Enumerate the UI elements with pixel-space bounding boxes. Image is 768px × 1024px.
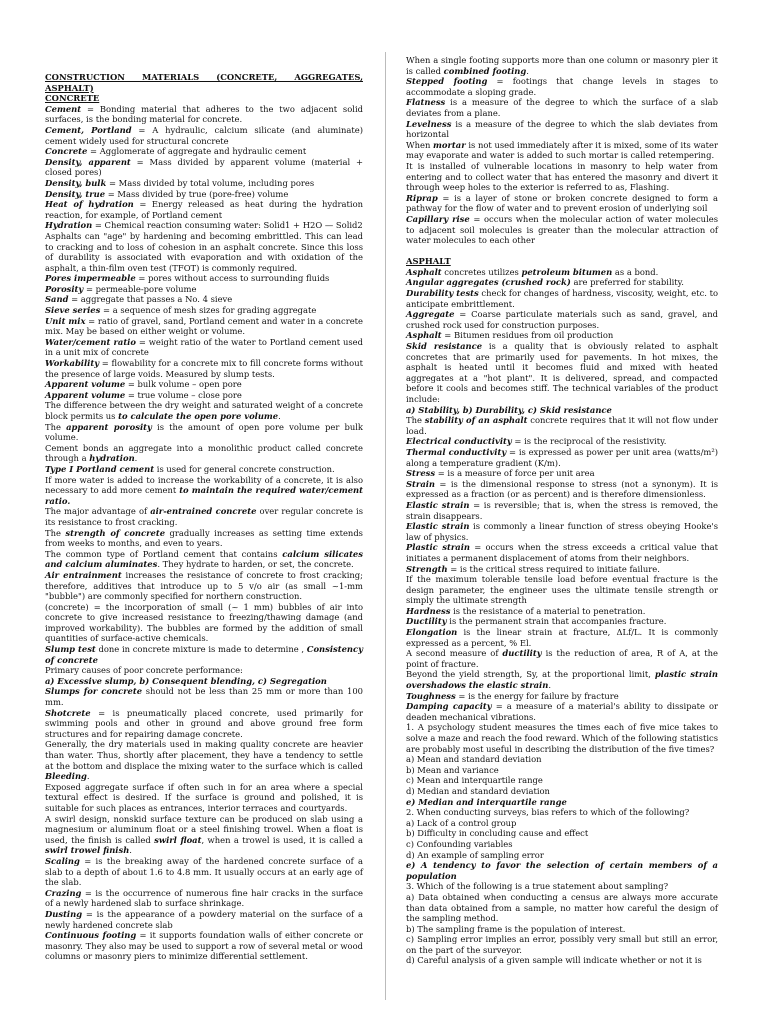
right-heading: e) A tendency to favor the selection of certain members of a population bbox=[406, 860, 718, 881]
right-paragraph bbox=[406, 193, 718, 214]
term-label: Capillary rise bbox=[406, 213, 470, 224]
paragraph-text: 3. Which of the following is a true statement about sampling? bbox=[406, 881, 669, 892]
paragraph-text: The difference between the dry weight and saturated weight of a concrete block permits us bbox=[45, 400, 363, 421]
right-paragraph bbox=[406, 500, 718, 521]
left-paragraph bbox=[45, 549, 363, 570]
paragraph-text: = is pneumatically placed concrete, used primarily for swimming pools and other in ground and above ground free form structures and for repairing damage concrete. bbox=[45, 707, 363, 739]
paragraph-text: A swirl design, nonskid surface texture can be produced on slab using a magnesium or aluminum float or a steel finishing trowel. When a float is used, the finish is called bbox=[45, 813, 363, 845]
paragraph-text: The major advantage of bbox=[45, 506, 151, 517]
term-label: Sand bbox=[45, 294, 69, 305]
term-label: Aggregate bbox=[406, 309, 455, 320]
paragraph-text: = Coarse particulate materials such as sand, gravel, and crushed rock used for construction purposes. bbox=[406, 309, 718, 330]
term-label: Stepped footing bbox=[406, 76, 488, 87]
paragraph-text: = it supports foundation walls of either concrete or masonry. They also may be used to support a row of several metal or wood columns or masonry piers to minimize differential settlement. bbox=[45, 930, 363, 962]
term-label: Heat of hydration bbox=[45, 199, 134, 210]
paragraph-text: = is expressed as power per unit area (watts/m²) along a temperature gradient (K/m). bbox=[406, 446, 718, 468]
left-paragraph bbox=[45, 178, 363, 189]
right-paragraph bbox=[406, 797, 718, 808]
paragraph-text: a) Data obtained when conducting a census are always more accurate than data obtained from a sample, no matter how careful the design of the sampling method. bbox=[406, 891, 718, 924]
right-paragraph bbox=[406, 468, 718, 479]
paragraph-text: . bbox=[134, 453, 138, 464]
left-paragraph bbox=[45, 814, 363, 856]
paragraph-text: is the resistance of a material to penetration. bbox=[450, 605, 646, 616]
left-paragraph bbox=[45, 146, 363, 157]
term-label: Durability tests bbox=[406, 288, 479, 299]
term-label: Apparent volume bbox=[45, 389, 126, 400]
right-heading: a) Stability, b) Durability, c) Skid resistance bbox=[406, 404, 612, 415]
right-paragraph bbox=[406, 140, 718, 161]
paragraph-text: b) The sampling frame is the population of interest. bbox=[406, 923, 626, 934]
right-paragraph bbox=[406, 691, 718, 702]
paragraph-text: = is a layer of stone or broken concrete designed to form a pathway for the flow of water and to prevent erosion of underlying soil bbox=[406, 192, 718, 214]
paragraph-text: concrete requires that it will not flow under load. bbox=[406, 415, 718, 436]
left-paragraph bbox=[45, 379, 363, 390]
paragraph-text: , when a trowel is used, it is called a bbox=[201, 834, 363, 845]
paragraph-text: is commonly a linear function of stress obeying Hooke's law of physics. bbox=[406, 521, 719, 542]
paragraph-text: concretes utilizes bbox=[441, 266, 522, 277]
right-paragraph bbox=[406, 839, 718, 850]
right-paragraph bbox=[406, 246, 718, 257]
column-divider bbox=[385, 52, 386, 1000]
paragraph-text: Asphalts can "age" by hardening and becoming embrittled. This can lead to cracking and to loss of cohesion in an asphalt concrete. Since this loss of durability is associated with evaporation and with oxidation of the asphalt, a thin-film oven test (TFOT) is commonly required. bbox=[45, 230, 363, 273]
paragraph-text: Beyond the yield strength, Sy, at the proportional limit, bbox=[406, 669, 655, 680]
term-label: Density, apparent bbox=[45, 156, 131, 167]
left-paragraph bbox=[45, 189, 363, 200]
term-label: Density, bulk bbox=[45, 177, 107, 188]
left-heading: CONCRETE bbox=[45, 93, 100, 104]
paragraph-text: = Energy released as heat during the hydration reaction, for example, of Portland cement bbox=[45, 199, 364, 220]
term-label: Elastic strain bbox=[406, 499, 470, 510]
emphasis-text: to maintain the required water/cement ratio. bbox=[45, 485, 363, 506]
term-label: Cement, Portland bbox=[45, 124, 132, 135]
term-label: Concrete bbox=[45, 146, 88, 157]
right-paragraph bbox=[406, 55, 718, 76]
paragraph-text: done in concrete mixture is made to determine , bbox=[95, 644, 307, 655]
right-paragraph bbox=[406, 288, 718, 309]
paragraph-text: c) Confounding variables bbox=[406, 838, 513, 849]
term-label: Angular aggregates (crushed rock) bbox=[406, 277, 571, 288]
paragraph-text: . bbox=[278, 411, 281, 421]
right-paragraph bbox=[406, 161, 718, 193]
paragraph-text: = is the breaking away of the hardened concrete surface of a slab to a depth of about 1.6 to 4.8 mm. It usually occurs at an early age of the slab. bbox=[45, 855, 363, 888]
paragraph-text: a) Mean and standard deviation bbox=[406, 754, 542, 765]
right-paragraph bbox=[406, 606, 718, 617]
paragraph-text: = occurs when the molecular action of water molecules to adjacent soil molecules is greater than the molecular attraction of water molecules to each other bbox=[406, 213, 718, 246]
paragraph-text: When bbox=[406, 139, 434, 150]
right-paragraph bbox=[406, 564, 718, 575]
right-paragraph bbox=[406, 309, 718, 330]
paragraph-text: = ratio of gravel, sand, Portland cement and water in a concrete mix. May be based on either weight or volume. bbox=[45, 315, 363, 337]
right-paragraph bbox=[406, 818, 718, 829]
paragraph-text: = a measure of a material's ability to dissipate or deaden mechanical vibrations. bbox=[406, 701, 718, 722]
left-paragraph bbox=[45, 125, 363, 146]
emphasis-text: to calculate the open pore volume bbox=[118, 411, 279, 421]
term-label: Plastic strain bbox=[406, 542, 470, 553]
paragraph-text: b) Difficulty in concluding cause and effect bbox=[406, 828, 589, 839]
left-paragraph bbox=[45, 422, 363, 443]
paragraph-text: is the reduction of area, R of A, at the point of fracture. bbox=[406, 648, 718, 669]
paragraph-text: . bbox=[526, 65, 529, 76]
term-label: Workability bbox=[45, 358, 100, 369]
paragraph-text: = is the energy for failure by fracture bbox=[455, 690, 619, 701]
right-paragraph bbox=[406, 765, 718, 776]
term-label: Strength bbox=[406, 563, 448, 574]
term-label: Unit mix bbox=[45, 315, 86, 326]
right-paragraph bbox=[406, 479, 718, 500]
right-paragraph bbox=[406, 119, 718, 140]
paragraph-text: = pores without access to surrounding fluids bbox=[135, 273, 330, 284]
paragraph-text: It is installed of vulnerable locations in masonry to help water from entering and to collect water that has entered the masonry and divert it through weep holes to the exterior is referred to as, Flashing. bbox=[406, 160, 718, 193]
paragraph-text: = A hydraulic, calcium silicate (and aluminate) cement widely used for structural concrete bbox=[45, 124, 364, 146]
term-label: Skid resistance bbox=[406, 341, 483, 352]
left-heading: a) Excessive slump, b) Consequent blending, c) Segregation bbox=[45, 675, 327, 686]
right-paragraph bbox=[406, 955, 718, 966]
paragraph-text: should not be less than 25 mm or more than 100 mm. bbox=[45, 686, 364, 708]
paragraph-text: If more water is added to increase the workability of a concrete, it is also necessary to add more cement bbox=[45, 474, 363, 496]
right-column bbox=[406, 55, 718, 966]
emphasis-text: strength of concrete bbox=[65, 527, 166, 538]
term-label: Levelness bbox=[406, 118, 452, 129]
paragraph-text: The bbox=[45, 421, 67, 432]
term-label: Density, true bbox=[45, 188, 106, 199]
term-label: Hardness bbox=[406, 605, 451, 616]
paragraph-text: = Bitumen residues from oil production bbox=[441, 330, 614, 341]
term-label: Toughness bbox=[406, 690, 456, 701]
left-paragraph bbox=[45, 475, 363, 507]
left-paragraph bbox=[45, 231, 363, 273]
left-paragraph bbox=[45, 528, 363, 549]
right-paragraph bbox=[406, 415, 718, 436]
emphasis-text: hydration bbox=[89, 453, 135, 464]
paragraph-text: = occurs when the stress exceeds a critical value that initiates a permanent displacement of atoms from their neighbors. bbox=[406, 542, 718, 563]
right-paragraph bbox=[406, 405, 718, 416]
emphasis-text: apparent porosity bbox=[66, 421, 152, 432]
paragraph-text: d) Careful analysis of a given sample will indicate whether or not it is bbox=[406, 955, 702, 966]
paragraph-text: is the linear strain at fracture, ΔLf/L. It is commonly expressed as a percent, % El. bbox=[406, 627, 718, 648]
term-label: Apparent volume bbox=[45, 379, 126, 390]
paragraph-text: . They hydrate to harden, or set, the concrete. bbox=[157, 559, 354, 570]
left-paragraph bbox=[45, 337, 363, 358]
term-label: Damping capacity bbox=[406, 701, 492, 712]
term-label: Type I Portland cement bbox=[45, 463, 155, 474]
term-label: Continuous footing bbox=[45, 930, 137, 941]
left-paragraph bbox=[45, 708, 363, 740]
term-label: Stress bbox=[406, 468, 436, 479]
right-paragraph bbox=[406, 521, 718, 542]
paragraph-text: = weight ratio of the water to Portland cement used in a unit mix of concrete bbox=[45, 336, 363, 358]
paragraph-text: 1. A psychology student measures the times each of five mice takes to solve a maze and reach the food reward. Which of the following statistics are probably most useful in describing the distribution of the five times? bbox=[406, 722, 718, 754]
paragraph-text: are preferred for stability. bbox=[570, 277, 684, 288]
paragraph-text: 2. When conducting surveys, bias refers to which of the following? bbox=[406, 807, 690, 818]
left-paragraph bbox=[45, 390, 363, 401]
emphasis-text: combined footing bbox=[443, 65, 527, 76]
paragraph-text: The bbox=[45, 527, 66, 538]
left-paragraph bbox=[45, 506, 363, 527]
term-label: Pores impermeable bbox=[45, 273, 136, 284]
term-label: Elastic strain bbox=[406, 521, 470, 532]
right-paragraph bbox=[406, 256, 718, 267]
paragraph-text: gradually increases as setting time extends from weeks to months, and even to years. bbox=[45, 527, 363, 549]
paragraph-text: = Agglomerate of aggregate and hydraulic cement bbox=[87, 146, 307, 157]
emphasis-text: calcium silicates and calcium aluminates bbox=[45, 548, 363, 570]
right-paragraph bbox=[406, 341, 718, 405]
term-label: Slumps for concrete bbox=[45, 686, 143, 697]
paragraph-text: = Chemical reaction consuming water: Solid1 + H2O — Solid2 bbox=[92, 220, 363, 231]
paragraph-text: Cement bonds an aggregate into a monolithic product called concrete through a bbox=[45, 442, 363, 464]
right-paragraph bbox=[406, 97, 718, 118]
paragraph-text: = aggregate that passes a No. 4 sieve bbox=[68, 294, 233, 305]
right-paragraph bbox=[406, 436, 718, 447]
right-paragraph bbox=[406, 934, 718, 955]
left-paragraph bbox=[45, 739, 363, 781]
right-paragraph bbox=[406, 616, 718, 627]
emphasis-text: ductility bbox=[502, 648, 542, 659]
term-label: Electrical conductivity bbox=[406, 436, 512, 447]
left-paragraph bbox=[45, 676, 363, 687]
right-paragraph bbox=[406, 574, 718, 606]
paragraph-text: . bbox=[86, 771, 90, 782]
left-paragraph bbox=[45, 199, 363, 220]
left-paragraph bbox=[45, 570, 363, 602]
paragraph-text: d) An example of sampling error bbox=[406, 849, 544, 860]
paragraph-text: is the amount of open pore volume per bulk volume. bbox=[45, 421, 363, 443]
paragraph-text: = is a measure of force per unit area bbox=[435, 468, 595, 479]
right-paragraph bbox=[406, 648, 718, 669]
paragraph-text: b) Mean and variance bbox=[406, 764, 499, 775]
term-label: Porosity bbox=[45, 283, 84, 294]
paragraph-text: = a sequence of mesh sizes for grading aggregate bbox=[100, 305, 317, 316]
paragraph-text: Primary causes of poor concrete performance: bbox=[45, 665, 243, 676]
term-label: Crazing bbox=[45, 887, 82, 898]
paragraph-text: is the permanent strain that accompanies fracture. bbox=[446, 616, 667, 627]
paragraph-text: = flowability for a concrete mix to fill concrete forms without the presence of large voids. Measured by slump tests. bbox=[45, 358, 363, 379]
right-paragraph bbox=[406, 850, 718, 861]
emphasis-text: air-entrained concrete bbox=[150, 506, 257, 517]
left-paragraph bbox=[45, 888, 363, 909]
term-label: Sieve series bbox=[45, 305, 101, 316]
term-label: Ductility bbox=[406, 616, 447, 627]
term-label: Asphalt bbox=[406, 266, 442, 277]
paragraph-text: = is reversible; that is, when the stress is removed, the strain disappears. bbox=[406, 499, 718, 521]
paragraph-text: = Mass divided by total volume, including pores bbox=[106, 177, 315, 188]
left-paragraph bbox=[45, 602, 363, 644]
paragraph-text: check for changes of hardness, viscosity, weight, etc. to anticipate embrittlement. bbox=[406, 288, 718, 309]
left-paragraph bbox=[45, 665, 363, 676]
term-label: Hydration bbox=[45, 220, 93, 231]
left-paragraph bbox=[45, 464, 363, 475]
paragraph-text: over regular concrete is its resistance to frost cracking. bbox=[45, 506, 364, 527]
right-paragraph bbox=[406, 892, 718, 924]
left-paragraph bbox=[45, 856, 363, 888]
paragraph-text: = is the occurrence of numerous fine hair cracks in the surface of a newly hardened slab to surface shrinkage. bbox=[45, 887, 363, 909]
right-paragraph bbox=[406, 786, 718, 797]
emphasis-text: swirl float bbox=[154, 834, 202, 845]
term-label: Cement bbox=[45, 103, 82, 114]
paragraph-text: The bbox=[406, 415, 425, 426]
left-paragraph bbox=[45, 400, 363, 421]
right-paragraph bbox=[406, 669, 718, 690]
right-paragraph bbox=[406, 860, 718, 881]
term-label: Slump test bbox=[45, 644, 96, 655]
term-label: Water/cement ratio bbox=[45, 336, 136, 347]
left-paragraph bbox=[45, 220, 363, 231]
paragraph-text: When a single footing supports more than one column or masonry pier it is called bbox=[406, 55, 718, 76]
right-paragraph bbox=[406, 828, 718, 839]
left-paragraph bbox=[45, 305, 363, 316]
emphasis-text: plastic strain overshadows the elastic strain bbox=[406, 669, 718, 691]
left-paragraph bbox=[45, 284, 363, 295]
paragraph-text: is a measure of the degree to which the surface of a slab deviates from a plane. bbox=[406, 97, 718, 118]
paragraph-text: = is the critical stress required to initiate failure. bbox=[447, 563, 660, 574]
right-paragraph bbox=[406, 701, 718, 722]
paragraph-text: Generally, the dry materials used in making quality concrete are heavier than water. Thus, shortly after placement, they have a tendency to settle at the bottom and displace the mixing water to the surface which is called bbox=[45, 739, 363, 771]
left-paragraph bbox=[45, 294, 363, 305]
paragraph-text: c) Mean and interquartile range bbox=[406, 775, 543, 786]
left-column bbox=[45, 72, 363, 962]
left-paragraph bbox=[45, 909, 363, 930]
term-label: Air entrainment bbox=[45, 569, 122, 580]
right-paragraph bbox=[406, 214, 718, 246]
left-paragraph bbox=[45, 686, 363, 707]
right-paragraph bbox=[406, 754, 718, 765]
paragraph-text: = Mass divided by apparent volume (material + closed pores) bbox=[45, 156, 363, 178]
emphasis-text: mortar bbox=[433, 139, 466, 150]
left-heading: CONSTRUCTION MATERIALS (CONCRETE, AGGREGATES, ASPHALT) bbox=[45, 72, 363, 93]
left-paragraph bbox=[45, 443, 363, 464]
emphasis-text: stability of an asphalt bbox=[424, 415, 528, 426]
right-paragraph bbox=[406, 330, 718, 341]
paragraph-text: = is the appearance of a powdery material on the surface of a newly hardened concrete slab bbox=[45, 908, 363, 930]
left-paragraph bbox=[45, 157, 363, 178]
left-paragraph bbox=[45, 104, 363, 125]
right-paragraph bbox=[406, 924, 718, 935]
term-label: Elongation bbox=[406, 627, 458, 638]
paragraph-text: = footings that change levels in stages to accommodate a sloping grade. bbox=[406, 76, 718, 97]
left-paragraph bbox=[45, 358, 363, 379]
paragraph-text: is used for general concrete construction. bbox=[154, 463, 335, 474]
term-label: Thermal conductivity bbox=[406, 446, 507, 457]
term-label: Strain bbox=[406, 478, 436, 489]
left-paragraph bbox=[45, 93, 363, 104]
right-paragraph bbox=[406, 722, 718, 754]
paragraph-text: c) Sampling error implies an error, possibly very small but still an error, on the part of the surveyor. bbox=[406, 934, 718, 955]
emphasis-text: petroleum bitumen bbox=[521, 266, 613, 277]
right-paragraph bbox=[406, 881, 718, 892]
paragraph-text: = Mass divided by true (pore-free) volume bbox=[105, 188, 289, 199]
emphasis-text: Consistency of concrete bbox=[45, 644, 363, 665]
term-label: Flatness bbox=[406, 97, 446, 108]
right-heading: ASPHALT bbox=[406, 256, 451, 267]
paragraph-text: (concrete) = the incorporation of small (~ 1 mm) bubbles of air into concrete to give increased resistance to freezing/thawing damage (and improved workability). The bubbles are formed by the addition of small quantities of surface-active chemicals. bbox=[45, 601, 363, 644]
right-paragraph bbox=[406, 277, 718, 288]
term-label: Scaling bbox=[45, 855, 80, 866]
right-paragraph bbox=[406, 447, 718, 468]
paragraph-text: A second measure of bbox=[406, 648, 503, 659]
right-paragraph bbox=[406, 627, 718, 648]
right-paragraph bbox=[406, 775, 718, 786]
left-paragraph bbox=[45, 316, 363, 337]
left-paragraph bbox=[45, 782, 363, 814]
right-paragraph bbox=[406, 542, 718, 563]
paragraph-text: If the maximum tolerable tensile load before eventual fracture is the design parameter, the engineer uses the ultimate tensile strength or simply the ultimate strength bbox=[406, 574, 718, 606]
paragraph-text: d) Median and standard deviation bbox=[406, 785, 550, 796]
left-paragraph bbox=[45, 72, 363, 93]
term-label: Dusting bbox=[45, 908, 83, 919]
right-heading: e) Median and interquartile range bbox=[406, 796, 567, 807]
paragraph-text: is a measure of the degree to which the slab deviates from horizontal bbox=[406, 118, 718, 140]
left-paragraph bbox=[45, 644, 363, 665]
paragraph-text: . bbox=[548, 680, 551, 691]
paragraph-text: = permeable-pore volume bbox=[83, 283, 197, 294]
right-paragraph bbox=[406, 267, 718, 278]
paragraph-text: = true volume – close pore bbox=[125, 389, 242, 400]
paragraph-text: = is the reciprocal of the resistivity. bbox=[511, 436, 667, 447]
paragraph-text: = is the dimensional response to stress (not a synonym). It is expressed as a fraction (or as percent) and is therefore dimensionless. bbox=[406, 478, 718, 500]
paragraph-text: . bbox=[129, 845, 132, 856]
paragraph-text: is not used immediately after it is mixed, some of its water may evaporate and water is added to such mortar is called retempering. bbox=[406, 139, 718, 161]
paragraph-text: is a quality that is obviously related to asphalt concretes that are primarily used for pavements. In hot mixes, the asphalt is heated until it becomes fluid and mixed with heated aggregates at a "hot plant". It is delivered, spread, and compacted before it cools and becomes stiff. The technical variables of the product include: bbox=[406, 341, 718, 404]
paragraph-text: increases the resistance of concrete to frost cracking; therefore, additives that introduce up to 5 v/o air (as small ~1-mm "bubble") are commonly specified for northern construction. bbox=[45, 569, 363, 602]
paragraph-text: = Bonding material that adheres to the two adjacent solid surfaces, is the bonding material for concrete. bbox=[45, 103, 363, 125]
emphasis-text: Bleeding bbox=[45, 771, 87, 782]
paragraph-text: = bulk volume – open pore bbox=[125, 379, 242, 390]
emphasis-text: swirl trowel finish bbox=[45, 845, 130, 856]
paragraph-text: The common type of Portland cement that contains bbox=[45, 548, 283, 559]
paragraph-text: Exposed aggregate surface if often such in for an area where a special textural effect is desired. If the surface is ground and polished, it is suitable for such places as entrances, interior terraces and courtyards. bbox=[45, 781, 363, 813]
right-paragraph bbox=[406, 76, 718, 97]
term-label: Riprap bbox=[406, 192, 438, 203]
right-paragraph bbox=[406, 807, 718, 818]
paragraph-text: as a bond. bbox=[612, 266, 659, 277]
left-paragraph bbox=[45, 930, 363, 962]
term-label: Shotcrete bbox=[45, 707, 91, 718]
left-paragraph bbox=[45, 273, 363, 284]
paragraph-text: a) Lack of a control group bbox=[406, 817, 517, 828]
term-label: Asphalt bbox=[406, 330, 442, 341]
